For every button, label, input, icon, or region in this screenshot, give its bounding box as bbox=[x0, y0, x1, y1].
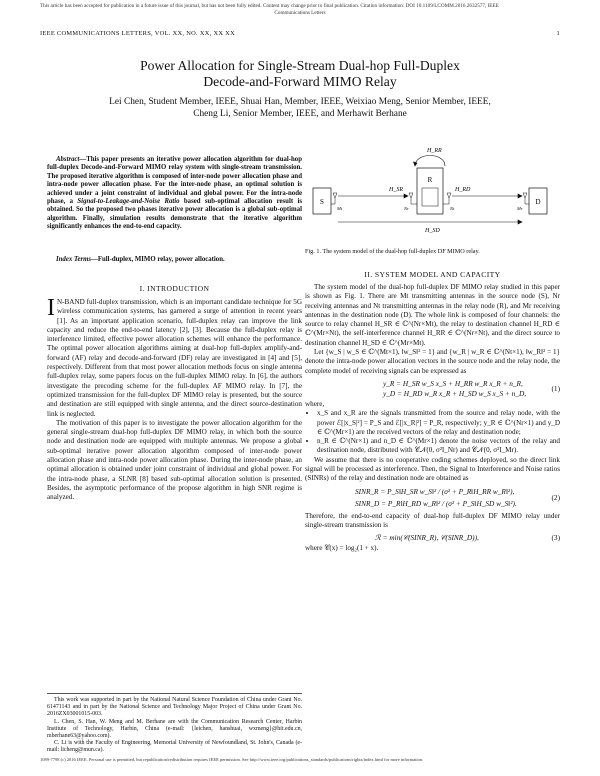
label-nt: Nt bbox=[450, 206, 455, 211]
where-text: where, bbox=[305, 399, 325, 408]
author-list bbox=[40, 96, 560, 120]
system-model-figure bbox=[305, 140, 560, 240]
authors-line-1: Lei Chen, Student Member, IEEE, Shuai Han, Member, IEEE, Weixiao Meng, Senior Member, IEEE, bbox=[109, 97, 491, 107]
label-mt: Mt bbox=[337, 206, 342, 211]
equation-2-number: (2) bbox=[551, 492, 560, 502]
equation-2 bbox=[305, 484, 560, 512]
model-paragraph-4: Therefore, the end-to-end capacity of dual-hop full-duplex DF MIMO relay under single-stream transmission is bbox=[305, 511, 560, 529]
definition-list bbox=[305, 409, 560, 455]
title-line-1: Power Allocation for Single-Stream Dual-hop Full-Duplex bbox=[140, 58, 460, 73]
footnote-affiliation-2: C. Li is with the Faculty of Engineering, Memorial University of Newfoundland, St. John's, Canada (e-mail: licheng@mun.ca). bbox=[47, 740, 302, 754]
publication-notice bbox=[40, 3, 560, 16]
index-terms-text: Full-duplex, MIMO relay, power allocation. bbox=[97, 256, 225, 263]
footnote-funding: This work was supported in part by the National Natural Science Foundation of China under Grant No. 61471143 and in part by the National Science and Technology Major Project of China under Grant No. 2016ZX03001015-003. bbox=[47, 697, 302, 718]
notice-line-1: This article has been accepted for publication in a future issue of this journal, but has not been fully edited. Content may change prior to final publication. Citation information: DOI 10.1109/LCOMM.2016.2632577, IEEE bbox=[40, 3, 499, 9]
footnote-affiliation-1: L. Chen, S. Han, W. Meng and M. Berhane are with the Communication Research Center, Harbin Institute of Technology, Harbin, China (e-mail: {leichen, hanshuai, wxmeng}@hit.edu.cn, mberhane63@yahoo.com). bbox=[47, 718, 302, 740]
drop-cap: I bbox=[47, 295, 55, 321]
equation-1b: y_D = H_RD w_R x_R + H_SD w_S x_S + n_D, bbox=[383, 388, 527, 398]
authors-line-2: Cheng Li, Senior Member, IEEE, and Merhawit Berhane bbox=[193, 109, 407, 119]
label-h-sd: H_SD bbox=[425, 228, 440, 234]
definition-signals: • x_S and x_R are the signals transmitted from the source and relay node, with the power ℰ[|x_S|²] = P_S and ℰ[|x_R|²] = P_R, respectively; y_R ∈ ℂ^(Nr×1) and y_D ∈ ℂ^(Mr×1) are the received vectors of the relay and destination node; bbox=[317, 409, 560, 437]
label-h-sr: H_SR bbox=[389, 187, 403, 193]
section-heading-introduction: I. INTRODUCTION bbox=[139, 284, 210, 293]
abstract-text-2: based sub-optimal allocation result is obtained. So the proposed two phases iterative power allocation is a global sub-optimal algorithm. Finally, simulation results demonstrate that the iterative algorithm significantly enhances the end-to-end capacity. bbox=[47, 198, 302, 231]
introduction-body bbox=[47, 295, 302, 503]
equation-3 bbox=[305, 530, 560, 544]
copyright-footer: 1089-7798 (c) 2016 IEEE. Personal use is permitted, but republication/redistribution requires IEEE permission. See http://www.ieee.org/publications_standards/publications/rights/index.html for more information. bbox=[40, 757, 424, 762]
running-header bbox=[40, 30, 560, 37]
abstract-italic: Signal-to-Leakage-and-Noise Ratio bbox=[77, 198, 180, 206]
label-nr: Nr bbox=[404, 206, 409, 211]
index-terms bbox=[47, 256, 302, 264]
page-number: 1 bbox=[556, 30, 560, 37]
title-line-2: Decode-and-Forward MIMO Relay bbox=[203, 74, 397, 89]
relay-node-label: R bbox=[427, 176, 433, 184]
abstract bbox=[47, 156, 302, 232]
model-paragraph-3: We assume that there is no cooperative coding schemes deployed, so the direct link signal will be processed as interference. Then, the Signal to Interference and Noise ratios (SINRs) of the relay and destination node are obtained as bbox=[305, 455, 560, 483]
footnotes bbox=[47, 693, 302, 755]
equation-3-number: (3) bbox=[551, 533, 560, 543]
definition-noise: • n_R ∈ ℂ^(Nr×1) and n_D ∈ ℂ^(Mr×1) denote the noise vectors of the relay and destination node, distributed with 𝒞𝒩(0, σ²I_Nr) and 𝒞𝒩(0, σ²I_Mr). bbox=[317, 437, 560, 456]
section-heading-system-model: II. SYSTEM MODEL AND CAPACITY bbox=[364, 270, 501, 279]
system-model-body bbox=[305, 283, 560, 554]
source-node-label: S bbox=[320, 198, 324, 206]
abstract-label: Abstract— bbox=[56, 156, 87, 163]
equation-2a: SINR_R = P_S‖H_SR w_S‖² / (σ² + P_R‖H_RR w_R‖²), bbox=[355, 486, 515, 496]
model-paragraph-1: The system model of the dual-hop full-duplex DF MIMO relay studied in this paper is shown as Fig. 1. There are Mt transmitting antennas in the source node (S), Nr receiving antennas and Nt transmitting antennas in the relay node (R), and Mr receiving antennas in the destination node (D). The whole link is composed of four channels: the source to relay channel H_SR ∈ ℂ^(Nr×Mt), the relay to destination channel H_RD ∈ ℂ^(Mr×Nt), the self-interference channel H_RR ∈ ℂ^(Nr×Nt), and the direct source to destination channel H_SD ∈ ℂ^(Mr×Mt). bbox=[305, 283, 560, 347]
intro-paragraph-1: N-BAND full-duplex transmission, which is an important candidate technique for 5G wireless communication systems, has garnered a surge of attention in recent years [1]. As an important application scenario, full-duplex relay can improve the link capacity and reduce the end-to-end latency [2], [3]. Because the full-duplex relay is interference limited, effective power allocation schemes will enhance the performance. The optimal power allocation algorithms aiming at dual-hop full-duplex amplify-and-forward (AF) relay and decode-and-forward (DF) relay are investigated in [4] and [5], respectively. Different from that most power allocation methods focus on single antenna full-duplex relay, some papers focus on the full-duplex MIMO relay. In [6], the authors investigate the precoding scheme for the full-duplex AF MIMO relay. In [7], the optimized transmission for the full-duplex DF MIMO relay is presented, but the source and destination are still equipped with single antenna, and the direct source-destination link is neglected. bbox=[47, 298, 302, 418]
notice-line-2: Communications Letters bbox=[274, 9, 326, 16]
equation-1-number: (1) bbox=[551, 383, 560, 393]
paper-title bbox=[40, 58, 560, 90]
label-h-rd: H_RD bbox=[455, 187, 471, 193]
equation-3-body: ℛ = min(𝒞(SINR_R), 𝒞(SINR_D)), bbox=[375, 533, 479, 543]
destination-node-label: D bbox=[535, 198, 541, 206]
model-paragraph-2: Let {w_S | w_S ∈ ℂ^(Mt×1), ‖w_S‖² = 1} and {w_R | w_R ∈ ℂ^(Nt×1), ‖w_R‖² = 1} denote the intra-node power allocation vectors in the source node and the relay node, the complete model of receiving signals can be expressed as bbox=[305, 348, 560, 375]
model-paragraph-5: where 𝒞(x) = log₂(1 + x). bbox=[305, 544, 379, 553]
label-h-rr: H_RR bbox=[427, 148, 442, 154]
relay-node-box bbox=[417, 168, 443, 214]
abstract-text: This paper presents an iterative power allocation algorithm for dual-hop full-duplex Decode-and-Forward MIMO relay system with single-stream transmission. The proposed iterative algorithm is composed of inter-node power allocation phase and intra-node power allocation phase. For the inter-node phase, an optimal solution is achieved under a joint constraint of individual and global power. For the intra-node phase, a bbox=[47, 156, 302, 206]
equation-1 bbox=[305, 376, 560, 400]
journal-info: IEEE COMMUNICATIONS LETTERS, VOL. XX, NO. XX, XX XX bbox=[40, 30, 235, 37]
intro-paragraph-2: The motivation of this paper is to investigate the power allocation algorithm for the general single-stream dual-hop full-duplex DF MIMO relay, in which both the source node and destination node are equipped with multiple antennas. We propose a global sub-optimal iterative power allocation algorithm composed of inter-node power allocation phase and intra-node power allocation phase. During the inter-node phase, an optimal allocation is obtained under joint constraint of individual and global power. For the intra-node phase, a SLNR [8] based sub-optimal allocation solution is presented. Besides, the asymptotic performance of the propose algorithm in high SNR regime is analyzed. bbox=[47, 418, 302, 502]
equation-1a: y_R = H_SR w_S x_S + H_RR w_R x_R + n_R, bbox=[383, 378, 523, 388]
label-mr: Mr bbox=[517, 206, 523, 211]
equation-2b: SINR_D = P_R‖H_RD w_R‖² / (σ² + P_S‖H_SD w_S‖²). bbox=[355, 498, 517, 508]
figure-caption: Fig. 1. The system model of the dual-hop full-duplex DF MIMO relay. bbox=[305, 248, 480, 255]
index-terms-label: Index Terms— bbox=[56, 256, 98, 263]
